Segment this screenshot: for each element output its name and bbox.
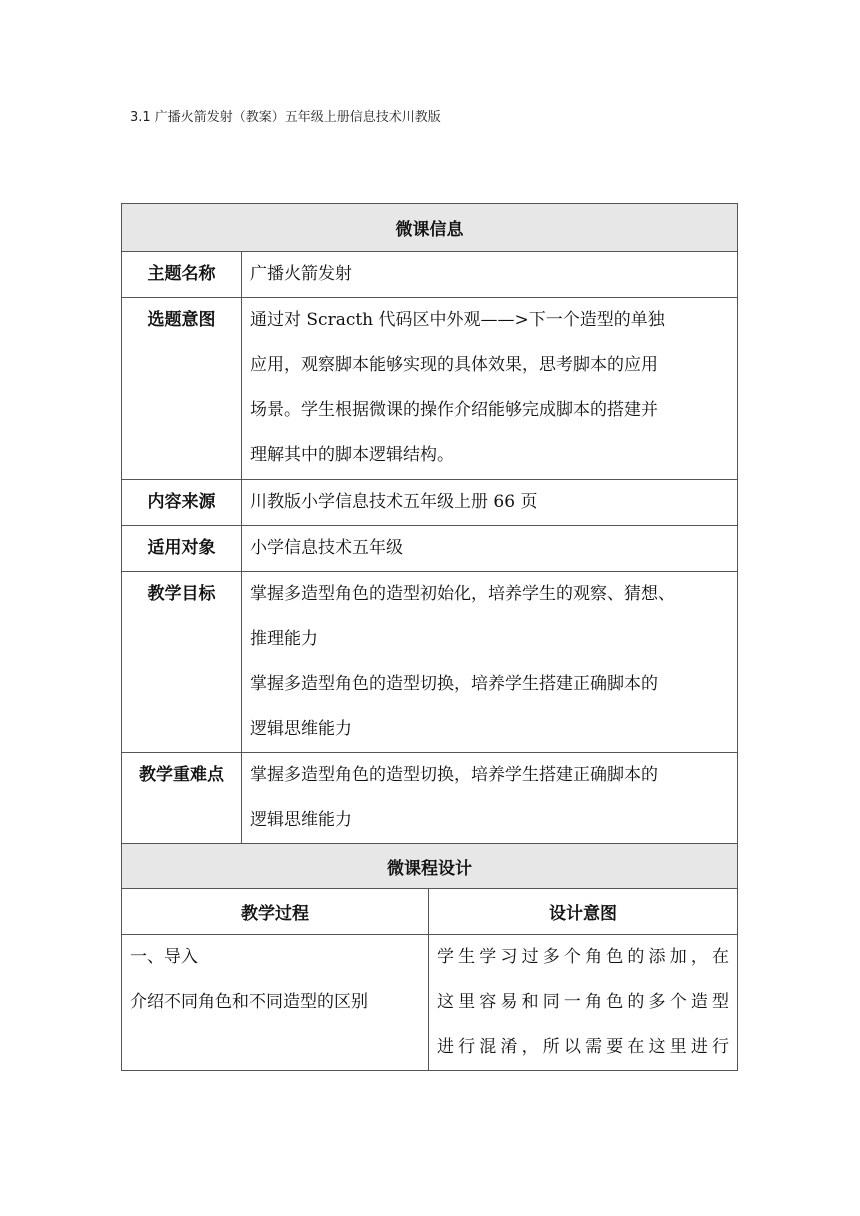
row-label-topic: 主题名称 bbox=[122, 252, 242, 298]
section-header-info: 微课信息 bbox=[122, 204, 738, 252]
row-label-keypoints: 教学重难点 bbox=[122, 753, 242, 844]
row-value-intent: 通过对 Scracth 代码区中外观——>下一个造型的单独 应用，观察脚本能够实现的具体效果，思考脚本的应用 场景。学生根据微课的操作介绍能够完成脚本的搭建并 理解其中的脚本逻辑结构。 bbox=[242, 298, 738, 480]
row-value-topic: 广播火箭发射 bbox=[242, 252, 738, 298]
intent-cell: 学生学习过多个角色的添加，在 这里容易和同一角色的多个造型 进行混淆，所以需要在这里进行 bbox=[429, 935, 738, 1071]
row-value-source: 川教版小学信息技术五年级上册 66 页 bbox=[242, 480, 738, 526]
lesson-table bbox=[121, 203, 738, 1071]
row-value-keypoints: 掌握多造型角色的造型切换，培养学生搭建正确脚本的 逻辑思维能力 bbox=[242, 753, 738, 844]
column-header-process: 教学过程 bbox=[122, 889, 429, 935]
process-cell: 一、导入 介绍不同角色和不同造型的区别 bbox=[122, 935, 429, 1071]
row-label-source: 内容来源 bbox=[122, 480, 242, 526]
row-value-audience: 小学信息技术五年级 bbox=[242, 526, 738, 572]
section-header-design: 微课程设计 bbox=[122, 844, 738, 889]
column-header-intent: 设计意图 bbox=[429, 889, 738, 935]
row-label-objectives: 教学目标 bbox=[122, 572, 242, 753]
row-value-objectives: 掌握多造型角色的造型初始化，培养学生的观察、猜想、 推理能力 掌握多造型角色的造型切换，培养学生搭建正确脚本的 逻辑思维能力 bbox=[242, 572, 738, 753]
document-title: 3.1 广播火箭发射（教案）五年级上册信息技术川教版 bbox=[130, 110, 441, 125]
row-label-audience: 适用对象 bbox=[122, 526, 242, 572]
row-label-intent: 选题意图 bbox=[122, 298, 242, 480]
